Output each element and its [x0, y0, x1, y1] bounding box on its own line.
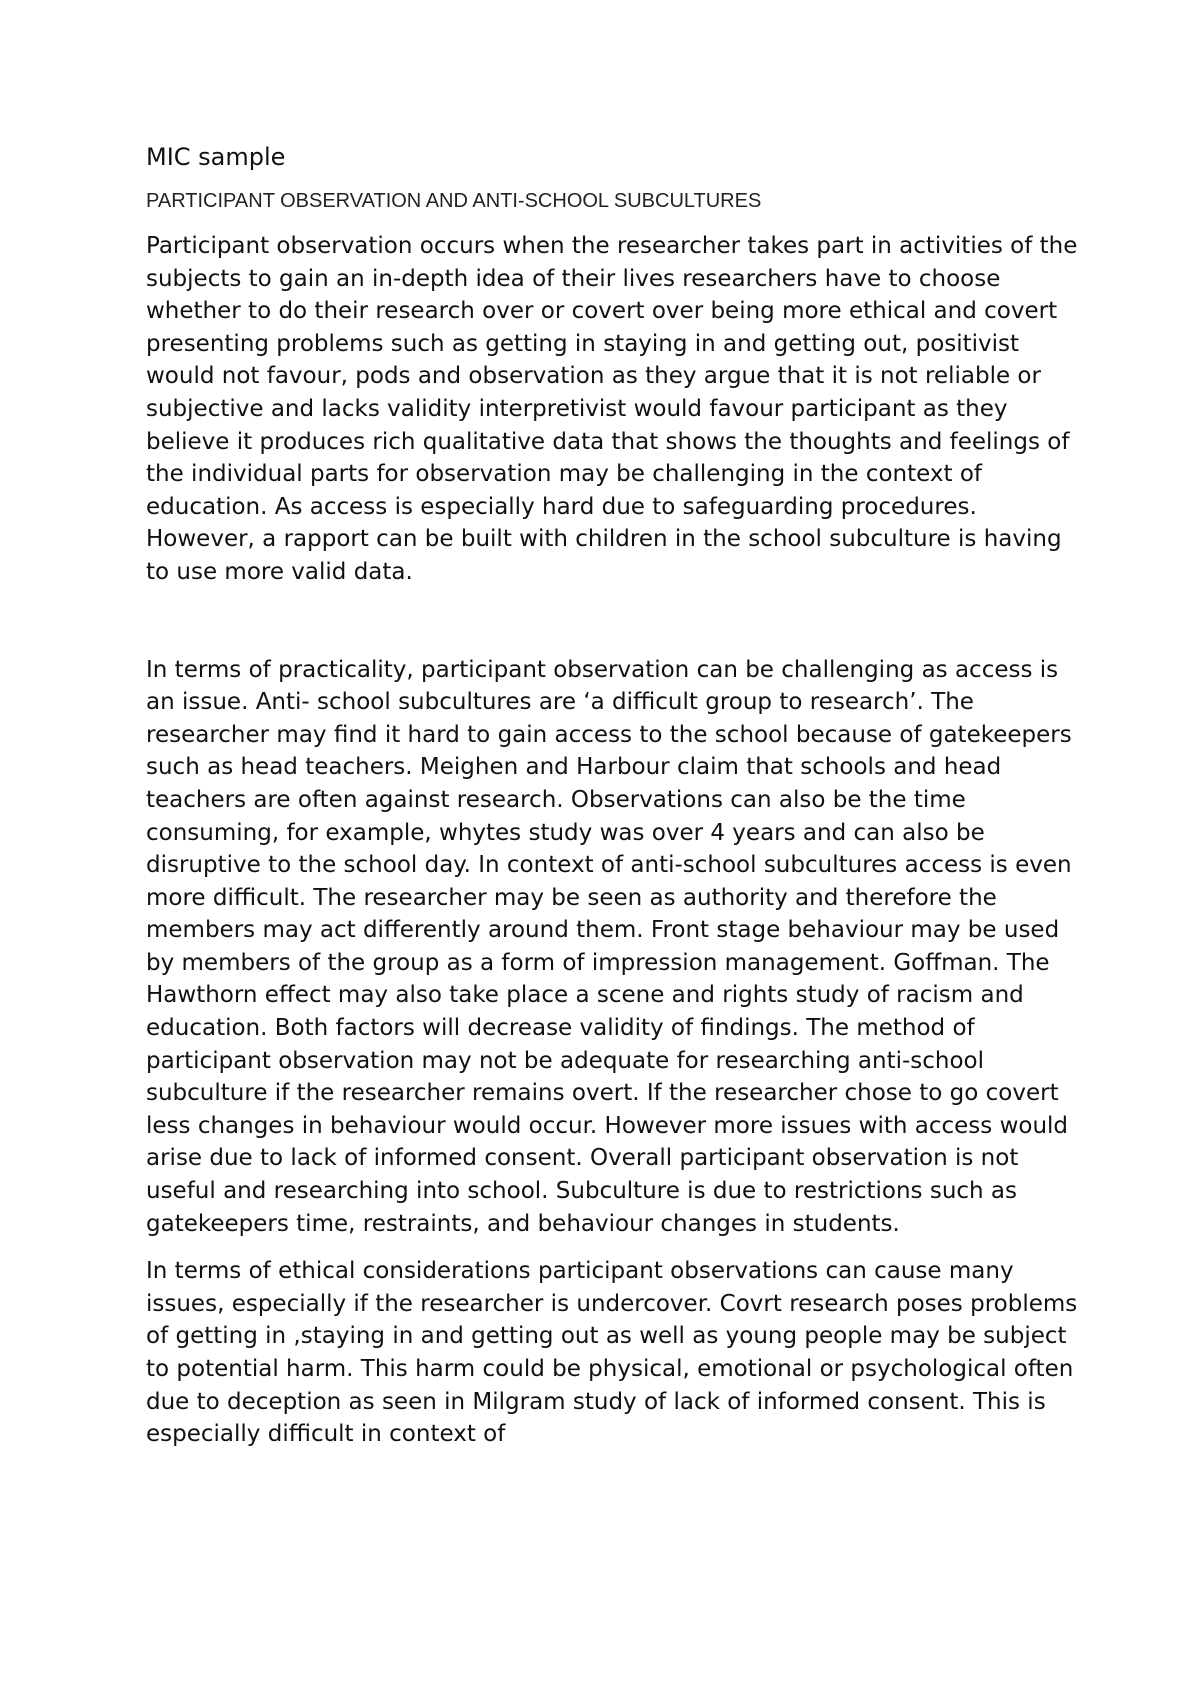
- document-body: [146, 140, 1086, 1451]
- paragraph-practicality: In terms of practicality, participant observation can be challenging as access is an issue. Anti- school subcultures are ‘a difficult group to research’. The researcher may find it hard to gain access to the school because of gatekeepers such as head teachers. Meighen and Harbour claim that schools and head teachers are often against research. Observations can also be the time consuming, for example, whytes study was over 4 years and can also be disruptive to the school day. In context of anti-school subcultures access is even more difficult. The researcher may be seen as authority and therefore the members may act differently around them. Front stage behaviour may be used by members of the group as a form of impression management. Goffman. The Hawthorn effect may also take place a scene and rights study of racism and education. Both factors will decrease validity of findings. The method of participant observation may not be adequate for researching anti-school subculture if the researcher remains overt. If the researcher chose to go covert less changes in behaviour would occur. However more issues with access would arise due to lack of informed consent. Overall participant observation is not useful and researching into school. Subculture is due to restrictions such as gatekeepers time, restraints, and behaviour changes in students.: [146, 656, 1072, 1237]
- document-heading: MIC sample: [146, 143, 286, 171]
- paragraph-ethical-considerations: In terms of ethical considerations participant observations can cause many issues, especially if the researcher is undercover. Covrt research poses problems of getting in ,staying in and getting out as well as young people may be subject to potential harm. This harm could be physical, emotional or psychological often due to deception as seen in Milgram study of lack of informed consent. This is especially difficult in context of: [146, 1258, 1078, 1448]
- paragraph-introduction: Participant observation occurs when the researcher takes part in activities of the subjects to gain an in-depth idea of their lives researchers have to choose whether to do their research over or covert over being more ethical and covert presenting problems such as getting in staying in and getting out, positivist would not favour, pods and observation as they argue that it is not reliable or subjective and lacks validity interpretivist would favour participant as they believe it produces rich qualitative data that shows the thoughts and feelings of the individual parts for observation may be challenging in the context of education. As access is especially hard due to safeguarding procedures. However, a rapport can be built with children in the school subculture is having to use more valid data.: [146, 233, 1078, 585]
- document-title: PARTICIPANT OBSERVATION AND ANTI-SCHOOL SUBCULTURES: [146, 190, 762, 212]
